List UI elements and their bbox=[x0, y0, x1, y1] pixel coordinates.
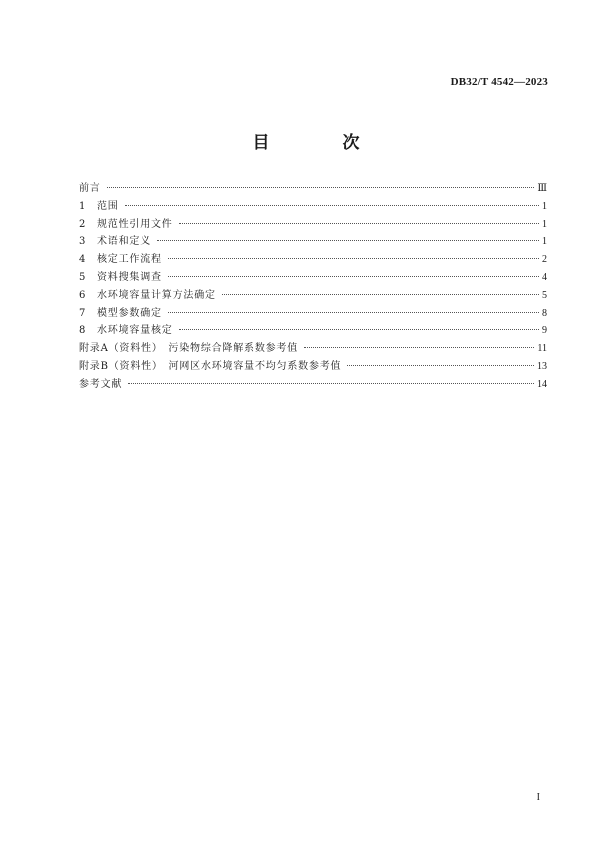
toc-entry-number: 5 bbox=[79, 271, 86, 283]
toc-entry-page: 13 bbox=[537, 360, 547, 372]
toc-entry-references[interactable] bbox=[79, 376, 547, 394]
toc-entry-title: 附录B（资料性） 河网区水环境容量不均匀系数参考值 bbox=[79, 360, 342, 372]
toc-entry-6[interactable] bbox=[79, 287, 547, 305]
page-number: I bbox=[536, 792, 540, 803]
dot-leader bbox=[128, 383, 534, 384]
toc-entry-page: 1 bbox=[542, 236, 547, 248]
dot-leader bbox=[304, 347, 534, 348]
toc-entry-page: 1 bbox=[542, 200, 547, 212]
toc-entry-1[interactable] bbox=[79, 198, 547, 216]
toc-entry-number: 7 bbox=[79, 307, 86, 319]
toc-entry-title: 规范性引用文件 bbox=[97, 218, 173, 230]
toc-entry-number: 1 bbox=[79, 200, 86, 212]
toc-entry-8[interactable] bbox=[79, 322, 547, 340]
toc-entry-page: 1 bbox=[542, 218, 547, 230]
toc-entry-page: 14 bbox=[537, 378, 547, 390]
toc-entry-page: 9 bbox=[542, 325, 547, 337]
toc-entry-5[interactable] bbox=[79, 269, 547, 287]
toc-entry-page: 11 bbox=[537, 343, 547, 355]
toc-heading: 目 次 bbox=[252, 133, 388, 153]
toc-entry-number: 8 bbox=[79, 325, 86, 337]
toc-entry-title: 前言 bbox=[79, 183, 101, 194]
toc-entry-appendix-b[interactable] bbox=[79, 358, 547, 376]
dot-leader bbox=[168, 276, 539, 277]
dot-leader bbox=[125, 205, 539, 206]
dot-leader bbox=[347, 365, 534, 366]
dot-leader bbox=[168, 312, 539, 313]
toc-entry-3[interactable] bbox=[79, 233, 547, 251]
toc-entry-number: 3 bbox=[79, 236, 86, 248]
toc-entry-number: 2 bbox=[79, 218, 86, 230]
toc-entry-page: Ⅲ bbox=[537, 183, 547, 194]
toc-entry-title: 范围 bbox=[97, 200, 119, 212]
dot-leader bbox=[222, 294, 539, 295]
toc-entry-title: 术语和定义 bbox=[97, 236, 151, 248]
toc-entry-foreword[interactable] bbox=[79, 180, 547, 198]
toc-entry-page: 8 bbox=[542, 307, 547, 319]
dot-leader bbox=[179, 329, 539, 330]
dot-leader bbox=[179, 223, 539, 224]
toc-entry-page: 2 bbox=[542, 254, 547, 266]
toc-entry-title: 参考文献 bbox=[79, 378, 123, 390]
toc-entry-title: 模型参数确定 bbox=[97, 307, 162, 319]
toc-entry-title: 资料搜集调查 bbox=[97, 271, 162, 283]
document-code: DB32/T 4542—2023 bbox=[450, 76, 548, 88]
dot-leader bbox=[168, 258, 539, 259]
dot-leader bbox=[157, 240, 539, 241]
toc-entry-page: 5 bbox=[542, 289, 547, 301]
toc-entry-7[interactable] bbox=[79, 305, 547, 323]
dot-leader bbox=[107, 187, 535, 188]
toc-entry-number: 6 bbox=[79, 289, 86, 301]
toc-entry-page: 4 bbox=[542, 271, 547, 283]
table-of-contents bbox=[79, 180, 547, 394]
toc-entry-2[interactable] bbox=[79, 216, 547, 234]
toc-entry-number: 4 bbox=[79, 254, 86, 266]
toc-entry-title: 附录A（资料性） 污染物综合降解系数参考值 bbox=[79, 343, 299, 355]
toc-entry-4[interactable] bbox=[79, 251, 547, 269]
toc-entry-title: 水环境容量核定 bbox=[97, 325, 173, 337]
toc-entry-appendix-a[interactable] bbox=[79, 340, 547, 358]
toc-entry-title: 核定工作流程 bbox=[97, 254, 162, 266]
toc-entry-title: 水环境容量计算方法确定 bbox=[97, 289, 216, 301]
